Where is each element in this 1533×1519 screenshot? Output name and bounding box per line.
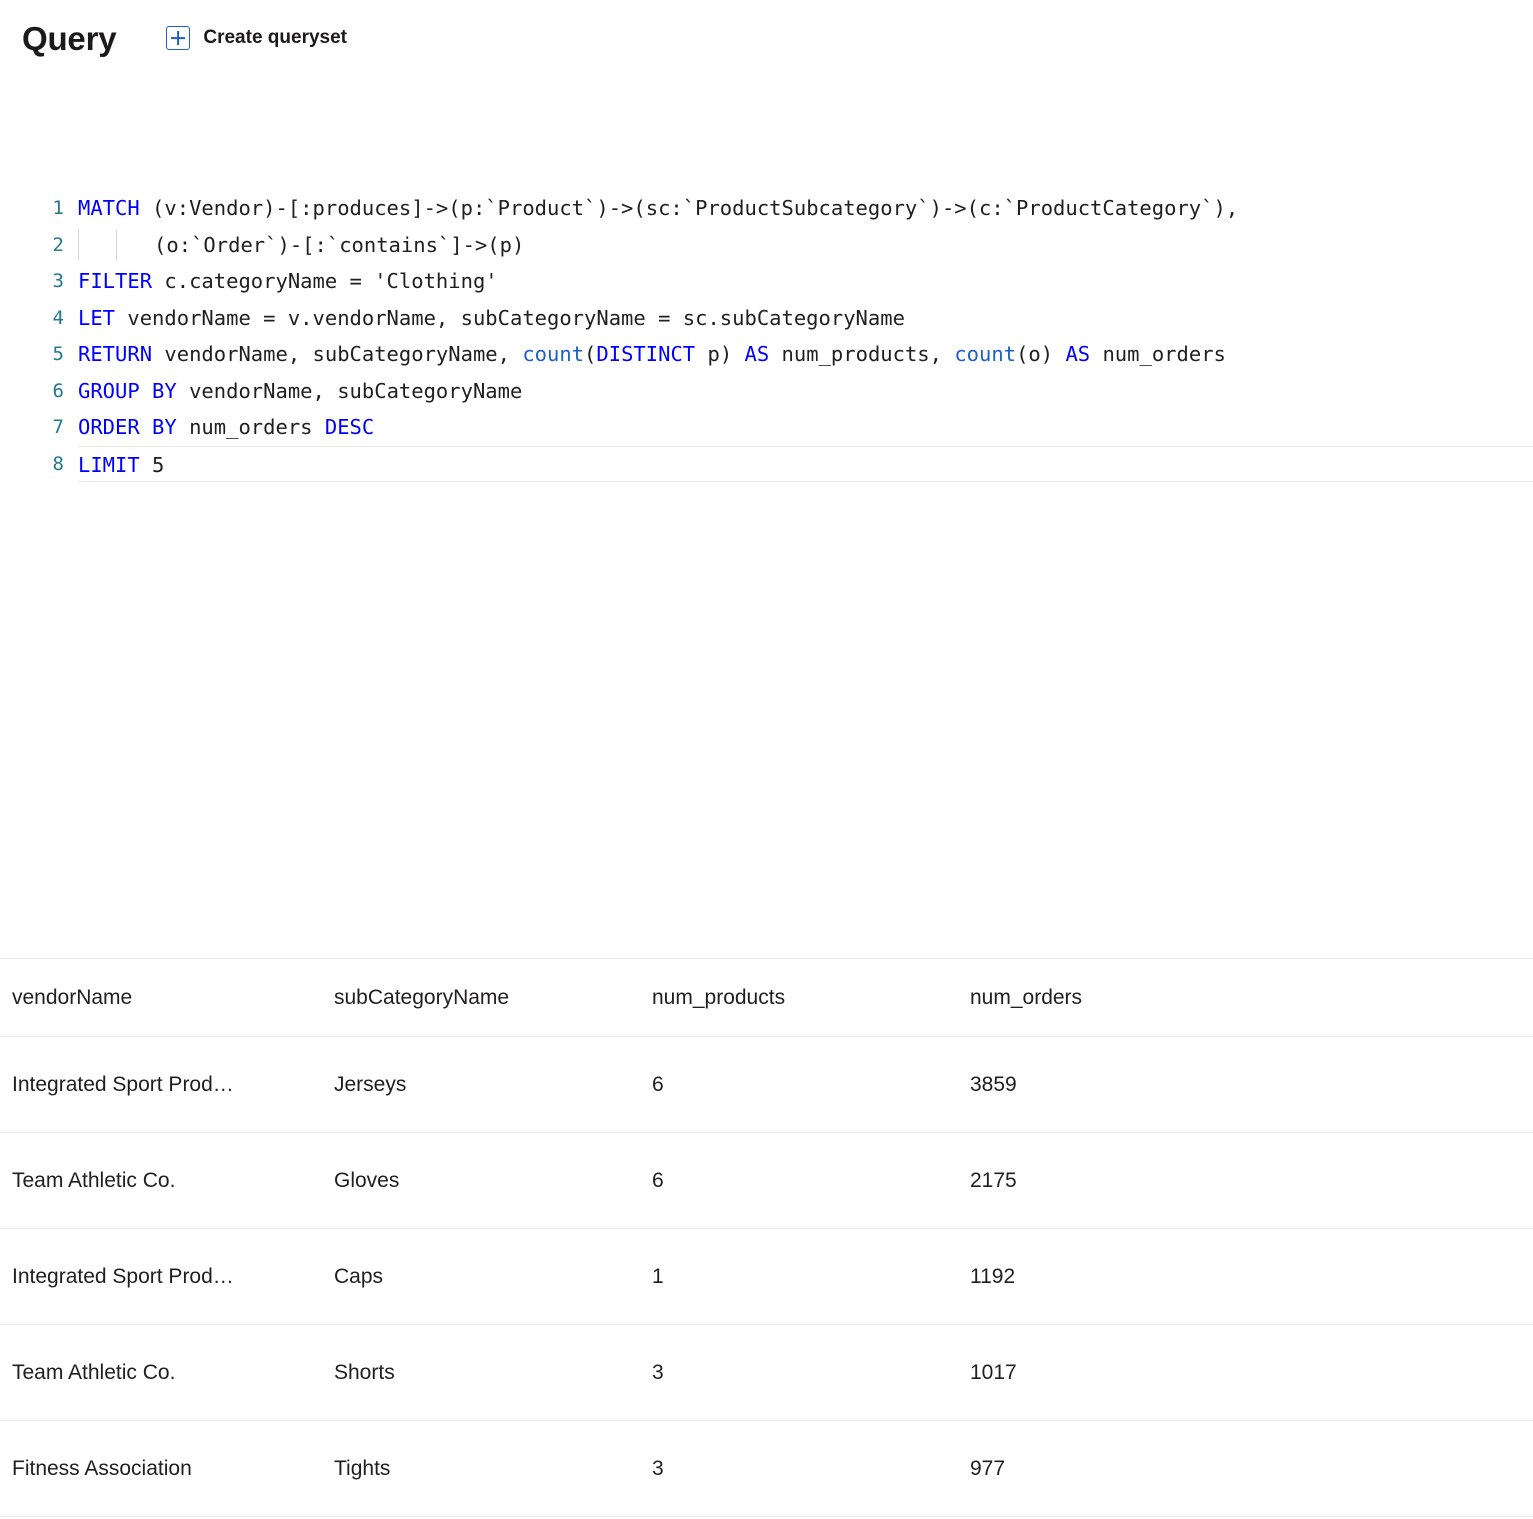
line-content[interactable]: MATCH (v:Vendor)-[:produces]->(p:`Product`)->(sc:`ProductSubcategory`)->(c:`ProductCategory`), <box>78 196 1239 220</box>
page-header <box>0 0 1533 62</box>
line-content[interactable]: GROUP BY vendorName, subCategoryName <box>78 378 523 403</box>
cell-vendorname: Team Athletic Co. <box>12 1360 176 1384</box>
column-header-subcategoryname[interactable]: subCategoryName <box>334 985 510 1009</box>
column-header-num-orders[interactable]: num_orders <box>970 985 1083 1009</box>
page-title: Query <box>22 19 117 57</box>
code-line[interactable] <box>0 336 1533 373</box>
line-content[interactable]: LIMIT 5 <box>78 446 1533 483</box>
table-row[interactable] <box>0 1133 1533 1229</box>
table-row[interactable] <box>0 1229 1533 1325</box>
cell-vendorname: Fitness Association <box>12 1456 192 1480</box>
line-content[interactable]: LET vendorName = v.vendorName, subCategoryName = sc.subCategoryName <box>78 305 905 330</box>
line-content[interactable]: (o:`Order`)-[:`contains`]->(p) <box>78 227 1533 264</box>
table-row[interactable] <box>0 1421 1533 1517</box>
cell-subcategoryname: Jerseys <box>334 1072 407 1096</box>
cell-num-products: 1 <box>652 1264 664 1288</box>
line-content[interactable]: ORDER BY num_orders DESC <box>78 415 375 439</box>
create-queryset-button[interactable] <box>166 26 347 50</box>
cell-num-orders: 3859 <box>970 1072 1017 1096</box>
code-line[interactable] <box>0 263 1533 300</box>
cell-subcategoryname: Caps <box>334 1264 384 1288</box>
plus-box-icon <box>166 26 190 50</box>
cell-num-products: 3 <box>652 1456 664 1480</box>
table-row[interactable] <box>0 1325 1533 1421</box>
cell-num-products: 3 <box>652 1360 664 1384</box>
line-number: 8 <box>52 452 64 475</box>
cell-vendorname: Integrated Sport Prod… <box>12 1264 234 1288</box>
column-header-num-products[interactable]: num_products <box>652 985 786 1009</box>
line-number: 7 <box>52 416 64 438</box>
code-line[interactable] <box>0 373 1533 410</box>
cell-num-products: 6 <box>652 1072 664 1096</box>
create-queryset-label: Create queryset <box>203 27 347 48</box>
line-number: 1 <box>52 197 64 219</box>
cell-num-orders: 977 <box>970 1456 1006 1480</box>
table-header-row <box>0 959 1533 1037</box>
line-content[interactable]: RETURN vendorName, subCategoryName, count(DISTINCT p) AS num_products, count(o) AS num_orders <box>78 342 1226 366</box>
cell-num-orders: 1192 <box>970 1264 1016 1288</box>
code-line[interactable] <box>0 227 1533 264</box>
results-table <box>0 958 1533 1517</box>
code-line[interactable] <box>0 300 1533 337</box>
cell-num-orders: 1017 <box>970 1360 1017 1384</box>
line-number: 6 <box>52 379 64 402</box>
line-number: 4 <box>52 306 64 329</box>
cell-vendorname: Team Athletic Co. <box>12 1168 176 1192</box>
line-number: 3 <box>52 270 64 292</box>
cell-subcategoryname: Shorts <box>334 1360 395 1384</box>
line-content[interactable]: FILTER c.categoryName = 'Clothing' <box>78 269 498 293</box>
cell-num-orders: 2175 <box>970 1168 1017 1192</box>
line-number: 2 <box>52 233 64 256</box>
query-editor[interactable] <box>0 190 1533 950</box>
cell-subcategoryname: Tights <box>334 1456 391 1480</box>
code-line[interactable] <box>0 190 1533 227</box>
code-line[interactable] <box>0 409 1533 446</box>
line-number: 5 <box>52 343 64 365</box>
table-row[interactable] <box>0 1037 1533 1133</box>
column-header-vendorname[interactable]: vendorName <box>12 985 133 1009</box>
cell-vendorname: Integrated Sport Prod… <box>12 1072 234 1096</box>
cell-num-products: 6 <box>652 1168 664 1192</box>
cell-subcategoryname: Gloves <box>334 1168 400 1192</box>
code-line[interactable] <box>0 446 1533 483</box>
